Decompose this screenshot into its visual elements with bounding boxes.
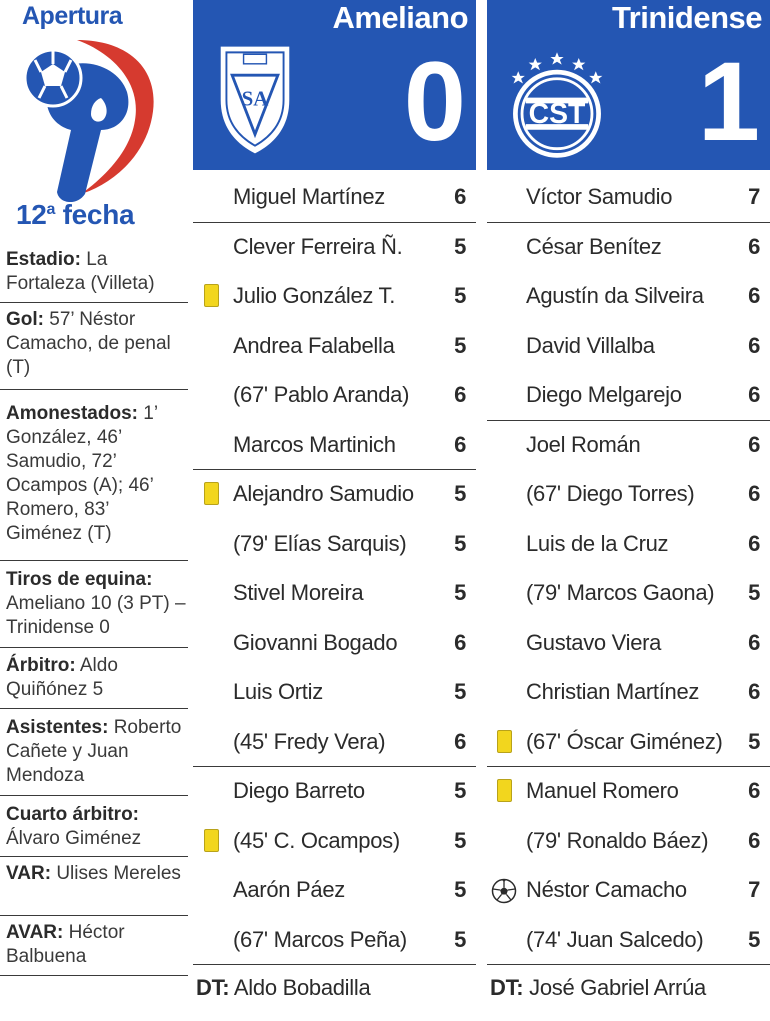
away-player-row bbox=[487, 915, 770, 966]
info-var: VAR: Ulises Mereles bbox=[0, 862, 188, 916]
info-referee: Árbitro: Aldo Quiñónez 5 bbox=[0, 654, 188, 709]
player-rating: 5 bbox=[454, 481, 466, 506]
player-name: (67' Diego Torres) bbox=[526, 481, 695, 506]
player-name: Diego Barreto bbox=[233, 778, 365, 803]
player-name: Joel Román bbox=[526, 431, 641, 457]
player-rating: 6 bbox=[748, 233, 760, 259]
player-rating: 6 bbox=[748, 629, 760, 655]
player-name: Marcos Martinich bbox=[233, 431, 396, 457]
home-player-row bbox=[193, 915, 476, 966]
info-assistants: Asistentes: Roberto Cañete y Juan Mendoza bbox=[0, 716, 188, 796]
player-name: Julio González T. bbox=[233, 283, 396, 308]
home-player-row bbox=[193, 568, 476, 618]
away-player-row bbox=[487, 865, 770, 915]
yellow-card-icon bbox=[204, 482, 219, 505]
home-player-row bbox=[193, 717, 476, 768]
trinidense-crest-icon bbox=[505, 38, 609, 163]
player-rating: 6 bbox=[748, 283, 760, 308]
home-player-row bbox=[193, 321, 476, 371]
away-player-row bbox=[487, 667, 770, 717]
home-player-row bbox=[193, 271, 476, 321]
player-rating: 6 bbox=[454, 184, 466, 209]
player-name: Miguel Martínez bbox=[233, 184, 386, 209]
player-name: (67' Óscar Giménez) bbox=[526, 728, 723, 754]
yellow-card-icon bbox=[204, 829, 219, 852]
home-player-row bbox=[193, 420, 476, 471]
away-player-row bbox=[487, 420, 770, 470]
player-name: Andrea Falabella bbox=[233, 332, 395, 358]
home-player-row bbox=[193, 172, 476, 223]
match-info-column bbox=[0, 0, 190, 1021]
player-rating: 7 bbox=[748, 877, 760, 902]
away-player-row bbox=[487, 816, 770, 866]
away-player-row bbox=[487, 766, 770, 816]
player-rating: 6 bbox=[748, 481, 760, 506]
player-name: (79' Marcos Gaona) bbox=[526, 580, 715, 605]
player-name: Alejandro Samudio bbox=[233, 481, 414, 506]
away-team-header bbox=[487, 0, 770, 170]
player-rating: 6 bbox=[748, 332, 760, 358]
player-rating: 6 bbox=[748, 530, 760, 556]
player-name: Giovanni Bogado bbox=[233, 629, 398, 655]
player-name: (74' Juan Salcedo) bbox=[526, 926, 704, 952]
yellow-card-icon bbox=[497, 779, 512, 802]
player-name: Luis Ortiz bbox=[233, 679, 323, 704]
player-name: (79' Ronaldo Báez) bbox=[526, 827, 709, 853]
home-team-name: Ameliano bbox=[332, 0, 468, 35]
player-name: (45' Fredy Vera) bbox=[233, 728, 386, 754]
player-name: Aarón Páez bbox=[233, 877, 345, 902]
player-name: Agustín da Silveira bbox=[526, 283, 704, 308]
player-name: (45' C. Ocampos) bbox=[233, 827, 400, 853]
away-player-row bbox=[487, 469, 770, 519]
player-rating: 5 bbox=[454, 580, 466, 605]
home-player-row bbox=[193, 618, 476, 668]
away-player-row bbox=[487, 618, 770, 668]
home-player-row bbox=[193, 667, 476, 717]
player-rating: 6 bbox=[748, 382, 760, 407]
player-rating: 6 bbox=[748, 431, 760, 457]
player-name: (67' Marcos Peña) bbox=[233, 926, 407, 952]
player-name: Diego Melgarejo bbox=[526, 382, 682, 407]
tournament-logo bbox=[15, 34, 165, 206]
player-rating: 5 bbox=[454, 233, 466, 259]
player-rating: 5 bbox=[748, 580, 760, 605]
home-player-row bbox=[193, 865, 476, 915]
player-rating: 5 bbox=[454, 877, 466, 902]
player-rating: 5 bbox=[454, 827, 466, 853]
player-name: Néstor Camacho bbox=[526, 877, 687, 902]
player-name: César Benítez bbox=[526, 233, 662, 259]
away-player-row bbox=[487, 519, 770, 569]
round-label: 12$^a$ fecha bbox=[16, 199, 135, 230]
away-coach: DT: José Gabriel Arrúa bbox=[490, 975, 706, 1000]
home-player-row bbox=[193, 370, 476, 420]
svg-text:SA: SA bbox=[241, 86, 269, 111]
home-coach: DT: Aldo Bobadilla bbox=[196, 975, 371, 1000]
player-rating: 5 bbox=[454, 679, 466, 704]
home-team-header bbox=[193, 0, 476, 170]
player-rating: 5 bbox=[748, 728, 760, 754]
player-name: Víctor Samudio bbox=[526, 184, 673, 209]
ameliano-crest-icon bbox=[215, 40, 295, 160]
competition-title: Apertura bbox=[22, 2, 123, 30]
player-rating: 5 bbox=[454, 926, 466, 952]
player-rating: 5 bbox=[454, 283, 466, 308]
player-name: David Villalba bbox=[526, 332, 655, 358]
info-goal: Gol: 57’ Néstor Camacho, de penal (T) bbox=[0, 308, 188, 390]
home-player-row bbox=[193, 469, 476, 519]
away-player-row bbox=[487, 222, 770, 272]
home-score: 0 bbox=[403, 39, 466, 164]
info-corners: Tiros de equina: Ameliano 10 (3 PT) – Trinidense 0 bbox=[0, 568, 188, 648]
player-rating: 5 bbox=[454, 530, 466, 556]
player-rating: 6 bbox=[748, 778, 760, 803]
info-fourth-official: Cuarto árbitro: Álvaro Giménez bbox=[0, 803, 188, 857]
player-name: (79' Elías Sarquis) bbox=[233, 530, 407, 556]
yellow-card-icon bbox=[497, 730, 512, 753]
info-avar: AVAR: Héctor Balbuena bbox=[0, 921, 188, 976]
soccer-ball-icon bbox=[491, 878, 517, 904]
player-rating: 6 bbox=[748, 827, 760, 853]
player-rating: 6 bbox=[454, 629, 466, 655]
away-player-row bbox=[487, 172, 770, 223]
player-name: Clever Ferreira Ñ. bbox=[233, 233, 403, 259]
home-player-row bbox=[193, 766, 476, 816]
player-rating: 6 bbox=[454, 728, 466, 754]
away-player-row bbox=[487, 370, 770, 421]
player-name: Christian Martínez bbox=[526, 679, 700, 704]
home-player-row bbox=[193, 816, 476, 866]
player-rating: 6 bbox=[454, 431, 466, 457]
yellow-card-icon bbox=[204, 284, 219, 307]
player-rating: 5 bbox=[454, 332, 466, 358]
player-name: Stivel Moreira bbox=[233, 580, 364, 605]
player-name: Gustavo Viera bbox=[526, 629, 662, 655]
player-rating: 5 bbox=[454, 778, 466, 803]
info-bookings: Amonestados: 1’ González, 46’ Samudio, 72’ Ocampos (A); 46’ Romero, 83’ Giménez (T) bbox=[0, 402, 188, 561]
player-rating: 7 bbox=[748, 184, 760, 209]
home-player-row bbox=[193, 519, 476, 569]
player-rating: 6 bbox=[454, 382, 466, 407]
svg-text:CST: CST bbox=[528, 98, 586, 131]
player-name: (67' Pablo Aranda) bbox=[233, 382, 410, 407]
player-name: Manuel Romero bbox=[526, 778, 679, 803]
player-rating: 6 bbox=[748, 679, 760, 704]
info-stadium: Estadio: La Fortaleza (Villeta) bbox=[0, 248, 188, 303]
away-score: 1 bbox=[697, 39, 760, 164]
home-player-row bbox=[193, 222, 476, 272]
away-player-row bbox=[487, 568, 770, 618]
player-name: Luis de la Cruz bbox=[526, 530, 669, 556]
player-rating: 5 bbox=[748, 926, 760, 952]
away-player-row bbox=[487, 271, 770, 321]
away-player-row bbox=[487, 321, 770, 371]
away-player-row bbox=[487, 717, 770, 768]
away-team-name: Trinidense bbox=[611, 0, 762, 35]
